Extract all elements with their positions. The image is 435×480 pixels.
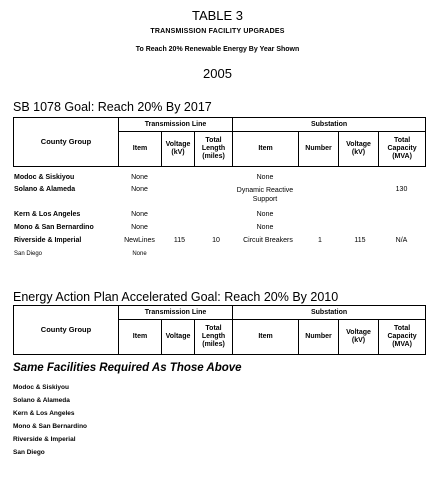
sub-voltage-header: Voltage (kV) — [339, 320, 379, 355]
sub-number-header: Number — [299, 320, 339, 355]
table-cell: 1 — [318, 237, 322, 244]
list-item: Riverside & Imperial — [13, 436, 76, 443]
list-item: Modoc & Siskiyou — [13, 384, 69, 391]
table-cell: 115 — [354, 237, 366, 244]
table-cell: 115 — [173, 237, 186, 244]
list-item: Mono & San Bernardino — [13, 423, 88, 430]
list-item: San Diego — [13, 449, 45, 456]
tl-voltage-header: Voltage (kV) — [162, 132, 195, 167]
year-heading: 2005 — [203, 66, 232, 81]
tl-length-header: Total Length (miles) — [195, 132, 233, 167]
sub-number-header: Number — [299, 132, 339, 167]
sub-item-header: Item — [233, 132, 299, 167]
substation-header: Substation — [233, 118, 426, 132]
section2-header-table — [13, 305, 426, 355]
table-cell: 130 — [395, 186, 408, 193]
table-cell: Circuit Breakers — [243, 237, 293, 244]
transmission-line-header: Transmission Line — [119, 306, 233, 320]
section3-title: Same Facilities Required As Those Above — [13, 362, 242, 374]
table-row-county: Solano & Alameda — [14, 186, 76, 193]
table-row-county: San Diego — [14, 251, 43, 257]
table-cell: NewLines — [124, 237, 155, 244]
table-cell: None — [131, 186, 148, 193]
table-cell: None — [131, 224, 148, 231]
list-item: Kern & Los Angeles — [13, 410, 75, 417]
table-row-county: Mono & San Bernardino — [14, 224, 94, 231]
sub-voltage-header: Voltage (kV) — [339, 132, 379, 167]
tl-item-header: Item — [119, 132, 162, 167]
county-group-header: County Group — [14, 118, 119, 167]
section1-header-table — [13, 117, 426, 167]
sub-item-header: Item — [233, 320, 299, 355]
table-row-county: Modoc & Siskiyou — [14, 174, 75, 181]
sub-capacity-header: Total Capacity (MVA) — [379, 320, 426, 355]
table-subtitle-2: To Reach 20% Renewable Energy By Year Shown — [135, 46, 300, 53]
table-row-county: Riverside & Imperial — [14, 237, 82, 244]
table-row-county: Kern & Los Angeles — [14, 211, 81, 218]
table-cell: None — [256, 174, 274, 181]
table-cell: None — [132, 251, 147, 257]
table-cell: None — [256, 224, 274, 231]
list-item: Solano & Alameda — [13, 397, 70, 404]
table-cell: N/A — [395, 237, 408, 244]
tl-voltage-header: Voltage — [162, 320, 195, 355]
tl-item-header: Item — [119, 320, 162, 355]
substation-header: Substation — [233, 306, 426, 320]
table-cell: Dynamic Reactive Support — [236, 187, 294, 203]
table-title: TABLE 3 — [191, 8, 244, 23]
sub-capacity-header: Total Capacity (MVA) — [379, 132, 426, 167]
transmission-line-header: Transmission Line — [119, 118, 233, 132]
table-cell: None — [256, 211, 274, 218]
tl-length-header: Total Length (miles) — [195, 320, 233, 355]
table-cell: None — [131, 174, 148, 181]
section2-title: Energy Action Plan Accelerated Goal: Reach 20% By 2010 — [13, 290, 339, 304]
table-cell: 10 — [212, 237, 220, 244]
county-group-header: County Group — [14, 306, 119, 355]
section1-title: SB 1078 Goal: Reach 20% By 2017 — [13, 100, 212, 114]
table-subtitle: TRANSMISSION FACILITY UPGRADES — [150, 28, 285, 35]
table-cell: None — [131, 211, 148, 218]
